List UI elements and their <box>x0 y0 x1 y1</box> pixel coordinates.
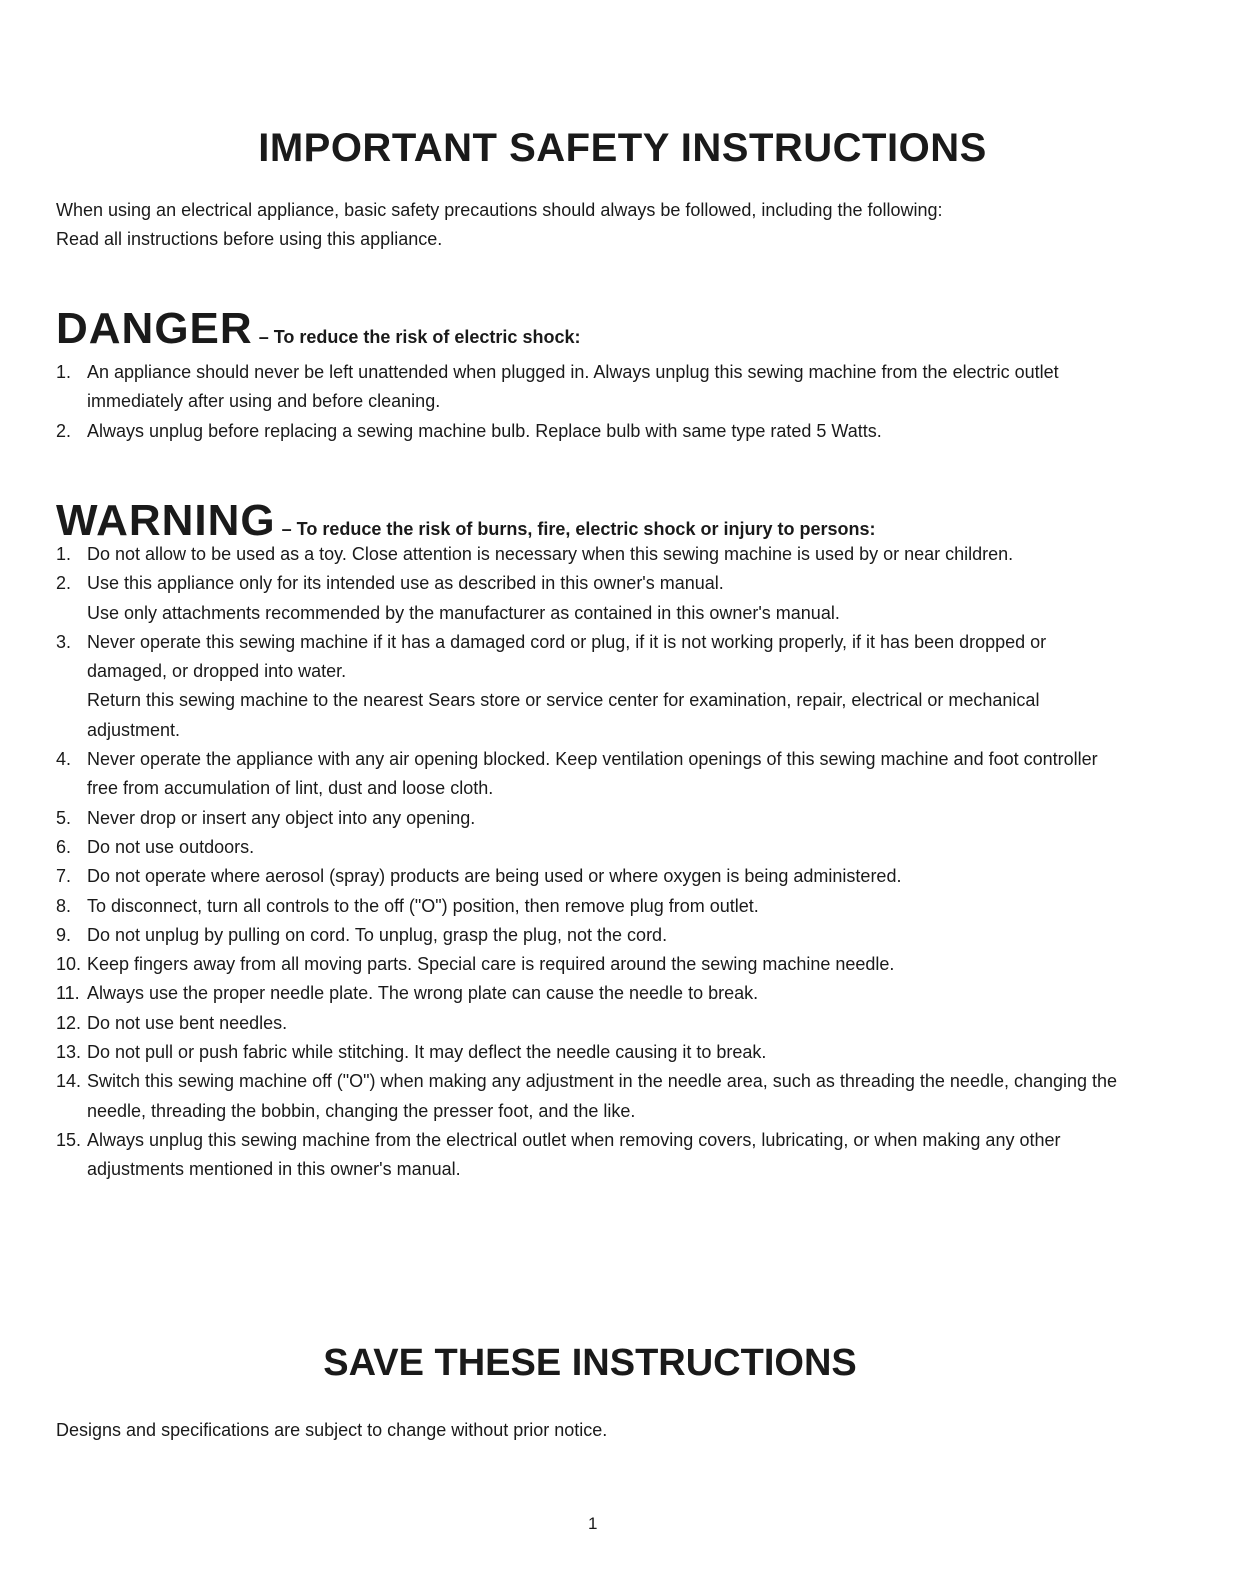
intro-text <box>56 196 943 254</box>
item-subtext: Return this sewing machine to the nearest Sears store or service center for examination, repair, electrical or mechanical adjustment. <box>87 690 1040 740</box>
danger-item <box>56 358 1125 417</box>
warning-item <box>56 569 1125 628</box>
item-number: 11. <box>56 983 80 1004</box>
item-number: 1. <box>56 544 72 564</box>
warning-item <box>56 833 1125 862</box>
danger-subheading: – To reduce the risk of electric shock: <box>258 327 581 347</box>
item-subtext: Use only attachments recommended by the manufacturer as contained in this owner's manual. <box>87 602 840 623</box>
warning-item <box>56 804 1125 833</box>
warning-item <box>56 862 1125 891</box>
warning-subheading: – To reduce the risk of burns, fire, electric shock or injury to persons: <box>281 519 876 539</box>
warning-item <box>56 628 1125 745</box>
warning-item <box>56 1126 1125 1185</box>
item-number: 15. <box>56 1129 82 1150</box>
item-text: Always use the proper needle plate. The wrong plate can cause the needle to break. <box>87 983 759 1004</box>
warning-item <box>56 979 1125 1008</box>
item-text: Do not operate where aerosol (spray) products are being used or where oxygen is being administered. <box>87 866 902 887</box>
danger-heading-word: DANGER <box>56 304 253 353</box>
warning-item <box>56 1067 1125 1126</box>
item-text: Do not unplug by pulling on cord. To unplug, grasp the plug, not the cord. <box>87 924 668 945</box>
item-number: 3. <box>56 631 72 652</box>
warning-item <box>56 892 1125 921</box>
item-number: 13. <box>56 1042 82 1063</box>
item-text: Always unplug this sewing machine from the electrical outlet when removing covers, lubricating, or when making any other adjustments mentioned in this owner's manual. <box>87 1129 1061 1180</box>
warning-item <box>56 1009 1125 1038</box>
item-text: Do not use outdoors. <box>87 836 255 857</box>
item-number: 4. <box>56 749 72 770</box>
specifications-notice: Designs and specifications are subject to change without prior notice. <box>56 1420 608 1440</box>
item-text: Do not allow to be used as a toy. Close attention is necessary when this sewing machine is used by or near children. <box>87 544 1014 564</box>
item-text: Keep fingers away from all moving parts. Special care is required around the sewing machine needle. <box>87 954 895 975</box>
danger-item <box>56 417 1125 446</box>
item-number: 14. <box>56 1071 82 1092</box>
page-title: IMPORTANT SAFETY INSTRUCTIONS <box>258 126 987 170</box>
danger-list <box>56 358 1125 446</box>
item-number: 8. <box>56 895 72 916</box>
item-number: 10. <box>56 954 82 975</box>
warning-list <box>56 540 1125 1185</box>
item-text: Do not pull or push fabric while stitching. It may deflect the needle causing it to break. <box>87 1042 767 1063</box>
item-text: Always unplug before replacing a sewing machine bulb. Replace bulb with same type rated 5 Watts. <box>87 420 882 441</box>
item-text: An appliance should never be left unattended when plugged in. Always unplug this sewing machine from the electric outlet immediately after using and before cleaning. <box>87 362 1059 412</box>
item-number: 9. <box>56 924 72 945</box>
item-text: Never operate the appliance with any air opening blocked. Keep ventilation openings of this sewing machine and foot controller free from accumulation of lint, dust and loose cloth. <box>87 749 1098 799</box>
item-text: Never drop or insert any object into any opening. <box>87 807 476 828</box>
warning-heading <box>56 496 875 546</box>
intro-line-1: When using an electrical appliance, basic safety precautions should always be followed, including the following: <box>56 200 943 220</box>
item-number: 5. <box>56 807 72 828</box>
warning-item <box>56 745 1125 804</box>
save-instructions-title: SAVE THESE INSTRUCTIONS <box>323 1342 857 1384</box>
item-number: 7. <box>56 866 72 887</box>
intro-line-2: Read all instructions before using this appliance. <box>56 229 443 249</box>
item-number: 2. <box>56 573 72 594</box>
warning-item <box>56 540 1125 569</box>
item-text: Use this appliance only for its intended use as described in this owner's manual. <box>87 573 724 594</box>
danger-heading <box>56 304 580 354</box>
page-number: 1 <box>588 1514 598 1533</box>
item-text: Switch this sewing machine off ("O") when making any adjustment in the needle area, such as threading the needle, changing the needle, threading the bobbin, changing the presser foot, and the like. <box>87 1071 1118 1121</box>
warning-item <box>56 950 1125 979</box>
warning-item <box>56 921 1125 950</box>
item-text: Do not use bent needles. <box>87 1012 288 1033</box>
item-number: 1. <box>56 362 72 382</box>
item-number: 2. <box>56 420 72 441</box>
item-text: To disconnect, turn all controls to the off ("O") position, then remove plug from outlet. <box>87 895 759 916</box>
warning-heading-word: WARNING <box>56 496 276 545</box>
item-text: Never operate this sewing machine if it has a damaged cord or plug, if it is not working properly, if it has been dropped or damaged, or dropped into water. <box>87 631 1047 682</box>
item-number: 12. <box>56 1012 82 1033</box>
warning-item <box>56 1038 1125 1067</box>
item-number: 6. <box>56 836 72 857</box>
